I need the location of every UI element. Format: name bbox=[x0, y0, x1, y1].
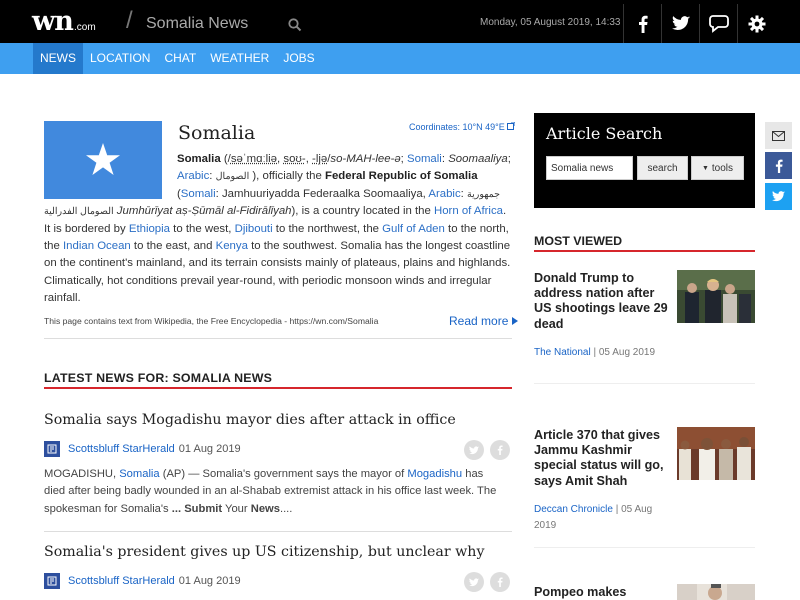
somali-link[interactable]: Somali bbox=[180, 187, 216, 200]
snippet-bold: News bbox=[250, 502, 280, 515]
article-search-title: Article Search bbox=[546, 124, 663, 143]
wiki-divider bbox=[44, 338, 512, 339]
wiki-text-part: ), is a country located in the bbox=[291, 205, 434, 218]
latest-news-heading: LATEST NEWS FOR: SOMALIA NEWS bbox=[44, 371, 273, 385]
arabic-name: جمهورية الصومال الفدرالية bbox=[44, 188, 500, 218]
djibouti-link[interactable]: Djibouti bbox=[234, 222, 273, 235]
most-viewed-title[interactable]: Pompeo makes bbox=[534, 585, 627, 599]
external-link-icon bbox=[507, 122, 515, 130]
header-icons bbox=[623, 4, 775, 43]
wiki-text-part: Jumhūrīyat aṣ-Ṣūmāl al-Fidirālīyah bbox=[116, 205, 292, 218]
most-viewed-source bbox=[534, 502, 659, 534]
wiki-text-part: . It is bordered by bbox=[44, 205, 507, 235]
search-button[interactable]: search bbox=[637, 156, 688, 180]
wiki-text-part: / bbox=[327, 153, 331, 165]
wiki-text-part: : bbox=[209, 170, 216, 183]
wiki-text-part: ; bbox=[400, 153, 408, 165]
most-viewed-item[interactable] bbox=[534, 271, 755, 361]
wiki-text-part: : Jamhuuriyadda Federaalka Soomaaliya, bbox=[215, 187, 429, 200]
arabic-name: الصومال bbox=[215, 171, 250, 183]
indian-ocean-link[interactable]: Indian Ocean bbox=[63, 240, 131, 253]
wiki-text-part: (/ bbox=[220, 153, 231, 165]
latest-news-underline bbox=[44, 387, 512, 389]
wiki-text-part: to the north, the bbox=[44, 222, 509, 253]
arabic-link[interactable]: Arabic bbox=[428, 187, 461, 200]
amit-shah-photo[interactable] bbox=[677, 427, 755, 480]
facebook-share-icon[interactable] bbox=[490, 440, 510, 460]
gear-icon[interactable] bbox=[737, 4, 775, 43]
most-viewed-source bbox=[534, 345, 659, 361]
wiki-text-part: , bbox=[277, 153, 284, 165]
facebook-share-icon[interactable] bbox=[490, 572, 510, 592]
wikipedia-credit: This page contains text from Wikipedia, the Free Encyclopedia - https://wn.com/Somalia bbox=[44, 316, 379, 326]
article-source[interactable]: Scottsbluff StarHerald bbox=[68, 443, 175, 455]
article-meta bbox=[44, 573, 241, 589]
snippet-link[interactable]: Mogadishu bbox=[407, 468, 463, 480]
wiki-text-part: to the west, bbox=[170, 222, 235, 235]
wiki-text-part: : bbox=[441, 153, 449, 165]
article-meta bbox=[44, 441, 241, 457]
most-viewed-item[interactable] bbox=[534, 428, 755, 538]
article-source[interactable]: Scottsbluff StarHerald bbox=[68, 575, 175, 587]
pompeo-photo[interactable] bbox=[677, 584, 755, 600]
source-date: | 05 Aug 2019 bbox=[590, 347, 656, 358]
ipa-text: soʊ- bbox=[283, 153, 306, 165]
facebook-share-icon[interactable] bbox=[765, 152, 792, 179]
submit-your-news-link[interactable]: Submit bbox=[184, 502, 223, 515]
trump-photo[interactable] bbox=[677, 270, 755, 323]
wiki-summary bbox=[44, 151, 512, 308]
nav-item-news[interactable]: NEWS bbox=[33, 43, 83, 74]
read-more-label: Read more bbox=[449, 314, 509, 328]
wiki-text-part: to the southwest. Somalia has the longest coastline on the continent's mainland, and its terrain consists mainly of plateaus, plains and highlands. Climatically, hot conditions prevail year-round, with periodic monsoon winds and irregular rainfall. bbox=[44, 240, 511, 305]
snippet-link[interactable]: Somalia bbox=[119, 468, 160, 480]
article-snippet bbox=[44, 466, 504, 518]
snippet-text: Your bbox=[222, 502, 251, 515]
source-logo-icon bbox=[44, 441, 60, 457]
email-share-icon[interactable] bbox=[765, 122, 792, 149]
main-nav bbox=[0, 43, 800, 74]
coordinates-text: Coordinates: 10°N 49°E bbox=[409, 122, 505, 132]
article-date: 01 Aug 2019 bbox=[178, 575, 241, 587]
article-search-input[interactable] bbox=[546, 156, 633, 180]
wiki-text-part: to the east, and bbox=[130, 240, 216, 253]
wn-logo[interactable]: wn bbox=[32, 6, 73, 37]
article-divider bbox=[44, 531, 512, 532]
snippet-text: .... bbox=[279, 502, 293, 515]
chat-icon[interactable] bbox=[699, 4, 737, 43]
nav-item-jobs[interactable]: JOBS bbox=[283, 51, 315, 65]
ipa-text: səˈmɑːliə bbox=[230, 153, 278, 165]
wiki-text-part: Soomaaliya bbox=[448, 153, 508, 165]
caret-down-icon: ▼ bbox=[701, 164, 709, 172]
horn-of-africa-link[interactable]: Horn of Africa bbox=[433, 205, 503, 218]
snippet-text: has died after being badly wounded in an al-Shabab extremist attack in his office last week. The spokesman for Somalia's bbox=[44, 468, 497, 515]
arabic-link[interactable]: Arabic bbox=[177, 170, 210, 183]
news-article bbox=[44, 411, 512, 531]
snippet-text: (AP) — Somalia's government says the mayor of bbox=[159, 468, 408, 480]
wiki-text-part: , bbox=[305, 153, 313, 165]
nav-item-chat[interactable]: CHAT bbox=[164, 51, 197, 65]
site-title[interactable]: Somalia News bbox=[146, 15, 249, 32]
ethiopia-link[interactable]: Ethiopia bbox=[128, 222, 171, 235]
wiki-text-part: ), officially the bbox=[249, 170, 325, 183]
top-bar bbox=[0, 0, 800, 43]
article-title[interactable]: Somalia's president gives up US citizenship, but unclear why bbox=[44, 544, 485, 560]
source-link[interactable]: The National bbox=[534, 347, 591, 358]
snippet-ellipsis: ... bbox=[171, 502, 182, 515]
wiki-bold-term: Somalia bbox=[177, 153, 221, 165]
article-search-panel bbox=[534, 113, 755, 208]
source-link[interactable]: Deccan Chronicle bbox=[534, 504, 613, 515]
caret-right-icon bbox=[512, 317, 518, 325]
somali-link[interactable]: Somali bbox=[407, 153, 442, 165]
kenya-link[interactable]: Kenya bbox=[215, 240, 248, 253]
wiki-title: Somalia bbox=[178, 122, 256, 144]
most-viewed-item[interactable] bbox=[534, 585, 755, 600]
wiki-text-part: : bbox=[460, 187, 468, 200]
ipa-text: -ljə bbox=[312, 153, 328, 165]
coordinates-link[interactable] bbox=[409, 122, 515, 132]
gulf-of-aden-link[interactable]: Gulf of Aden bbox=[382, 222, 445, 235]
article-title[interactable]: Somalia says Mogadishu mayor dies after attack in office bbox=[44, 412, 456, 428]
article-date: 01 Aug 2019 bbox=[178, 443, 241, 455]
twitter-share-icon[interactable] bbox=[464, 572, 484, 592]
news-article bbox=[44, 543, 512, 600]
title-separator: / bbox=[126, 7, 133, 34]
source-date: | 05 Aug 2019 bbox=[534, 504, 653, 531]
tools-label: tools bbox=[711, 162, 734, 174]
read-more-link[interactable] bbox=[449, 314, 518, 328]
nav-item-location[interactable]: LOCATION bbox=[90, 51, 151, 65]
most-viewed-title[interactable]: Article 370 that gives Jammu Kashmir special status will go, says Amit Shah bbox=[534, 428, 664, 488]
respelling-text: so-MAH-lee-ə bbox=[330, 153, 401, 165]
logo-suffix: .com bbox=[74, 22, 96, 33]
twitter-icon[interactable] bbox=[661, 4, 699, 43]
most-viewed-heading: MOST VIEWED bbox=[534, 234, 623, 248]
most-viewed-divider bbox=[534, 547, 755, 548]
facebook-icon[interactable] bbox=[623, 4, 661, 43]
wiki-text-part: to the northwest, the bbox=[272, 222, 383, 235]
most-viewed-underline bbox=[534, 250, 755, 252]
most-viewed-divider bbox=[534, 383, 755, 384]
current-datetime: Monday, 05 August 2019, 14:33 bbox=[480, 17, 621, 28]
wiki-bold-term: Federal Republic of Somalia bbox=[324, 170, 478, 183]
wiki-text-part: ; bbox=[507, 153, 511, 165]
nav-item-weather[interactable]: WEATHER bbox=[210, 51, 270, 65]
search-icon[interactable] bbox=[288, 18, 302, 37]
twitter-share-icon[interactable] bbox=[765, 183, 792, 210]
twitter-share-icon[interactable] bbox=[464, 440, 484, 460]
most-viewed-title[interactable]: Donald Trump to address nation after US shootings leave 29 dead bbox=[534, 271, 668, 331]
source-logo-icon bbox=[44, 573, 60, 589]
snippet-text: MOGADISHU, bbox=[44, 468, 120, 480]
wiki-text-part: ( bbox=[177, 187, 181, 200]
tools-button[interactable] bbox=[691, 156, 744, 180]
